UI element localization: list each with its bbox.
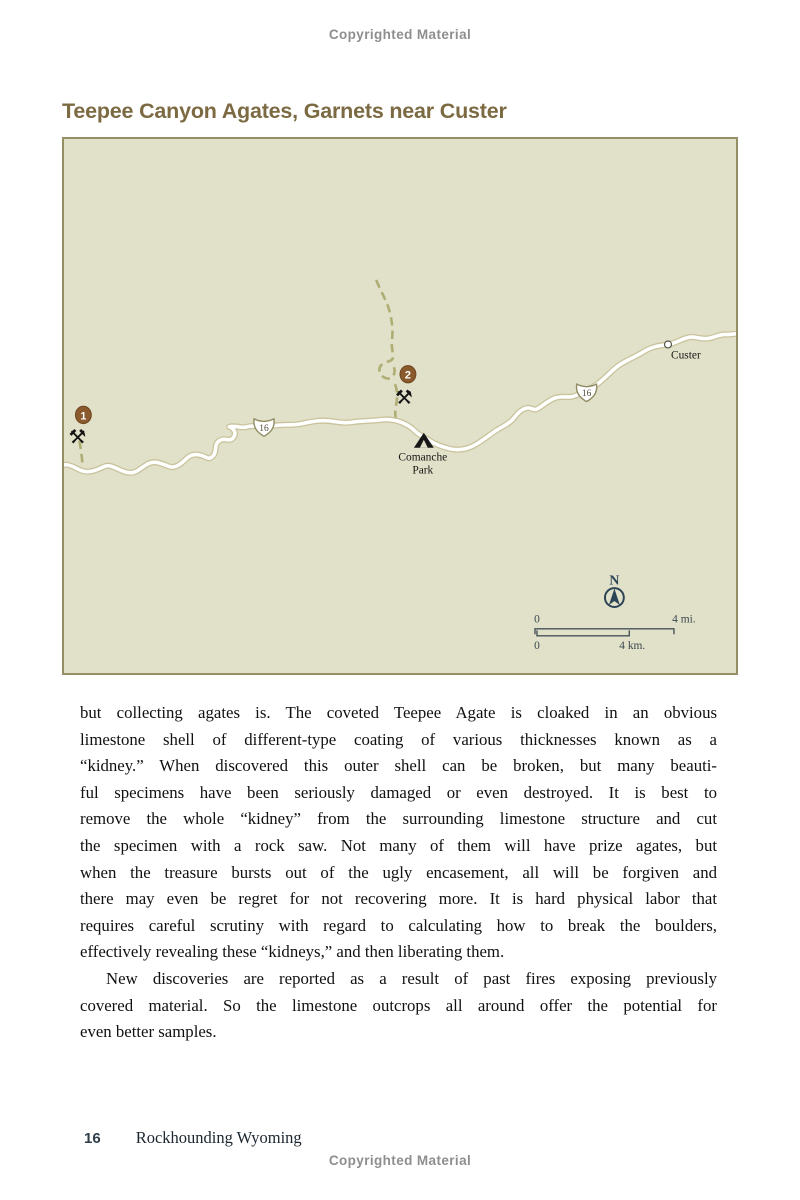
town-label: Custer	[670, 349, 701, 362]
map-figure	[62, 137, 738, 675]
highway-shield-east	[576, 384, 596, 401]
body-text	[80, 700, 717, 1046]
scale-bar-miles-line	[535, 629, 674, 634]
highway-shield-west	[254, 419, 274, 436]
hammer-pick-icon: ⚒	[395, 386, 413, 410]
town-custer	[665, 341, 701, 361]
page-footer	[84, 1128, 302, 1148]
text-line: there may even be regret for not recovering more. It is hard physical labor that	[80, 889, 717, 909]
text-line: covered material. So the limestone outcrops all around offer the potential for	[80, 995, 717, 1015]
scale-mi-end-label: 4 mi.	[672, 613, 696, 626]
compass-needle-icon	[609, 589, 620, 605]
highway-shield-number: 16	[259, 423, 269, 434]
campground-label-line1: Comanche	[398, 451, 448, 464]
text-line: when the treasure bursts out of the ugly encasement, all will be forgiven and	[80, 862, 717, 882]
copyright-notice-top: Copyrighted Material	[328, 27, 472, 42]
hammer-pick-icon: ⚒	[68, 425, 87, 449]
site-number: 2	[404, 369, 411, 382]
map-canvas	[64, 139, 736, 673]
page-number: 16	[84, 1130, 101, 1147]
compass-rose	[605, 574, 624, 607]
campground-label-line2: Park	[412, 464, 434, 477]
trail-to-site-2	[376, 280, 397, 421]
town-marker-icon	[665, 341, 672, 348]
site-marker-2	[395, 366, 416, 409]
site-marker-1	[69, 406, 92, 448]
text-line: “kidney.” When discovered this outer shell can be broken, but many beauti-	[80, 756, 717, 776]
scale-km-end-label: 4 km.	[619, 640, 646, 653]
scale-bar-km-line	[537, 630, 629, 635]
highway-shield-number: 16	[581, 389, 592, 400]
book-title: Rockhounding Wyoming	[135, 1128, 302, 1147]
scale-km-start-label: 0	[534, 640, 540, 653]
campground-comanche-park	[398, 433, 447, 477]
compass-north-label: N	[609, 573, 620, 589]
text-line: the specimen with a rock saw. Not many of them will have prize agates, but	[80, 835, 717, 855]
copyright-notice-bottom: Copyrighted Material	[328, 1153, 472, 1168]
trail-roads	[79, 280, 397, 463]
text-line: even better samples.	[80, 1022, 217, 1042]
text-line: requires careful scrutiny with regard to calculating how to break the boulders,	[80, 915, 717, 935]
text-line: remove the whole “kidney” from the surrounding limestone structure and cut	[80, 809, 717, 829]
text-line: limestone shell of different-type coating of various thicknesses known as a	[80, 729, 717, 749]
scale-mi-start-label: 0	[534, 613, 540, 626]
text-line: ful specimens have been seriously damaged or even destroyed. It is best to	[80, 782, 717, 802]
site-number: 1	[80, 410, 87, 423]
text-line: New discoveries are reported as a result of past fires exposing previously	[106, 968, 717, 988]
scale-bar	[534, 613, 696, 652]
page-title: Teepee Canyon Agates, Garnets near Custer	[62, 99, 507, 123]
text-line: effectively revealing these “kidneys,” and then liberating them.	[80, 942, 505, 962]
text-line: but collecting agates is. The coveted Teepee Agate is cloaked in an obvious	[80, 703, 717, 722]
